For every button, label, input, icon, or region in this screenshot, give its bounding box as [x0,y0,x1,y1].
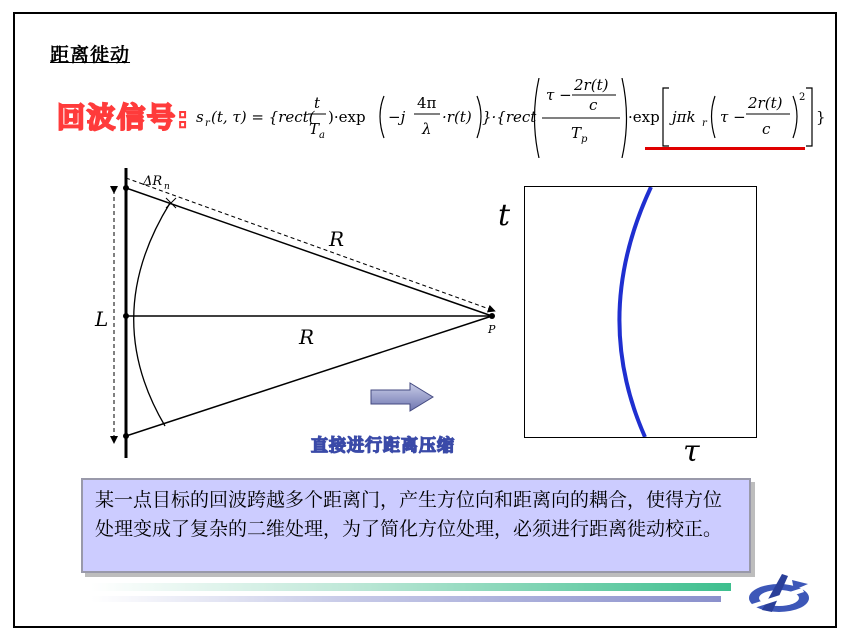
formula-close: } [816,108,826,126]
p-label: P [488,323,496,336]
migration-curve [525,187,756,437]
formula-frac1-den: T [309,120,320,138]
formula-s: s [196,108,204,126]
slide-title: 距离徙动 [50,44,131,66]
formula-exp2-inner: jπk [672,108,696,126]
delta-r-label: ΔR [143,174,163,189]
signal-label: 回波信号: [57,101,191,134]
formula-frac3-den: c [589,96,598,114]
formula-args: (t, τ) = {rect( [211,108,315,126]
explanation-box: 某一点目标的回波跨越多个距离门，产生方位向和距离向的耦合，使得方位处理变成了复杂的二维处理，为了简化方位处理，必须进行距离徙动校正。 [81,478,751,573]
formula-frac4-den: c [762,120,771,138]
range-migration-plot [524,186,757,438]
formula-exp1-inner: −j [388,108,406,126]
formula-exp2-tau: τ − [720,108,746,126]
formula-rect2-den-sub: p [581,134,588,145]
formula-frac1-den-sub: a [319,130,325,141]
institution-logo-icon [742,570,816,616]
formula-mid: }·{rect [482,108,537,126]
top-range-line [126,188,492,316]
formula-power: 2 [799,92,806,103]
formula-exp2: ·exp [628,108,660,126]
l-label: L [95,307,109,331]
formula-rect2-tau: τ − [546,86,572,104]
formula-exp2-inner-sub: r [702,118,707,129]
formula-frac4-num: 2r(t) [748,94,783,112]
range-compression-caption: 直接进行距离压缩 [311,436,455,456]
dashed-range-line [126,178,492,310]
equal-range-arc [134,203,170,426]
r-top-label: R [329,227,345,251]
r-mid-label: R [299,325,315,349]
formula-exp1: )·exp [328,108,366,126]
formula-exp1-tail: ·r(t) [442,108,472,126]
right-arrow-icon [370,382,434,412]
formula-frac2-den: λ [422,120,432,138]
formula-frac3-num: 2r(t) [574,78,609,94]
formula-frac1-num: t [314,94,321,112]
t-axis-label: t [498,198,511,233]
delta-r-sub: n [164,182,170,192]
footer-bar-green [91,583,731,591]
formula-rect2-den: T [571,124,582,142]
formula-s-sub: r [205,118,210,129]
tau-axis-label: τ [683,434,700,469]
footer-bar-purple [91,596,721,602]
formula-frac2-num: 4π [417,94,437,112]
